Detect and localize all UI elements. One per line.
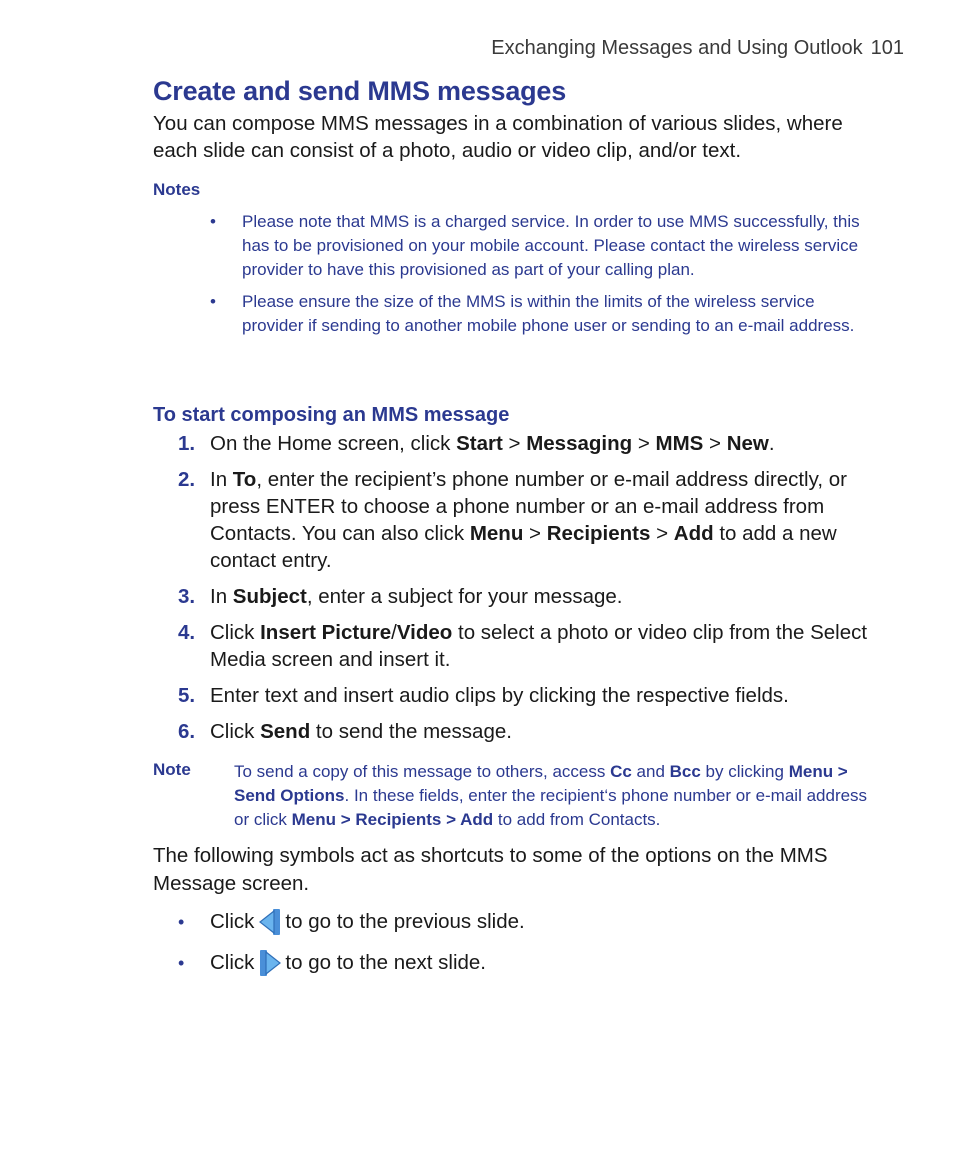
bullet-icon: • [210,292,216,311]
next-slide-icon [258,948,282,978]
step-number: 6. [178,720,196,743]
note-item: • Please ensure the size of the MMS is within the limits of the wireless service provider if sending to another mobile phone user or sending to an e-mail address. [210,292,855,335]
step-number: 5. [178,684,196,707]
page-title: Create and send MMS messages [153,76,567,106]
note-body: To send a copy of this message to others, access Cc and Bcc by clicking Menu > Send Options. In these fields, enter the recipient‘s phone number or e-mail address or click Menu > Recipients > Add to add from Contacts. [234,762,868,829]
intro-paragraph: You can compose MMS messages in a combination of various slides, where each slide can consist of a photo, audio or video clip, and/or text. [153,112,843,162]
shortcuts-intro: The following symbols act as shortcuts to some of the options on the MMS Message screen. [153,844,828,895]
step-1: 1. On the Home screen, click Start > Messaging > MMS > New. [178,432,775,455]
step-6: 6. Click Send to send the message. [178,720,512,743]
procedure-heading: To start composing an MMS message [153,404,510,426]
page-number: 101 [870,37,904,59]
note-label: Note [153,760,191,779]
notes-label: Notes [153,180,201,199]
notes-list [210,210,872,346]
bullet-icon: • [178,953,185,973]
shortcut-item-next: • Click to go to the next slide. [178,948,486,978]
step-3: 3. In Subject, enter a subject for your message. [178,585,623,608]
procedure-steps [178,430,875,754]
section-title: Exchanging Messages and Using Outlook [491,37,863,59]
previous-slide-icon [258,907,282,937]
bullet-icon: • [210,212,216,231]
step-number: 1. [178,432,196,455]
step-2: 2. In To, enter the recipient’s phone number or e-mail address directly, or press ENTER to choose a phone number or an e-mail address from Contacts. You can also click Menu > Recipients > Add to add a new contact entry. [178,468,847,572]
running-header [491,37,904,60]
step-number: 2. [178,468,196,491]
note-item: • Please note that MMS is a charged service. In order to use MMS successfully, this has to be provisioned on your mobile account. Please contact the wireless service provider to have this provisioned as part of your calling plan. [210,212,860,279]
shortcut-item-previous: • Click to go to the previous slide. [178,907,525,937]
bullet-icon: • [178,912,185,932]
step-5: 5. Enter text and insert audio clips by clicking the respective fields. [178,684,789,707]
step-4: 4. Click Insert Picture/Video to select a photo or video clip from the Select Media screen and insert it. [178,621,868,671]
step-number: 4. [178,621,196,644]
step-number: 3. [178,585,196,608]
